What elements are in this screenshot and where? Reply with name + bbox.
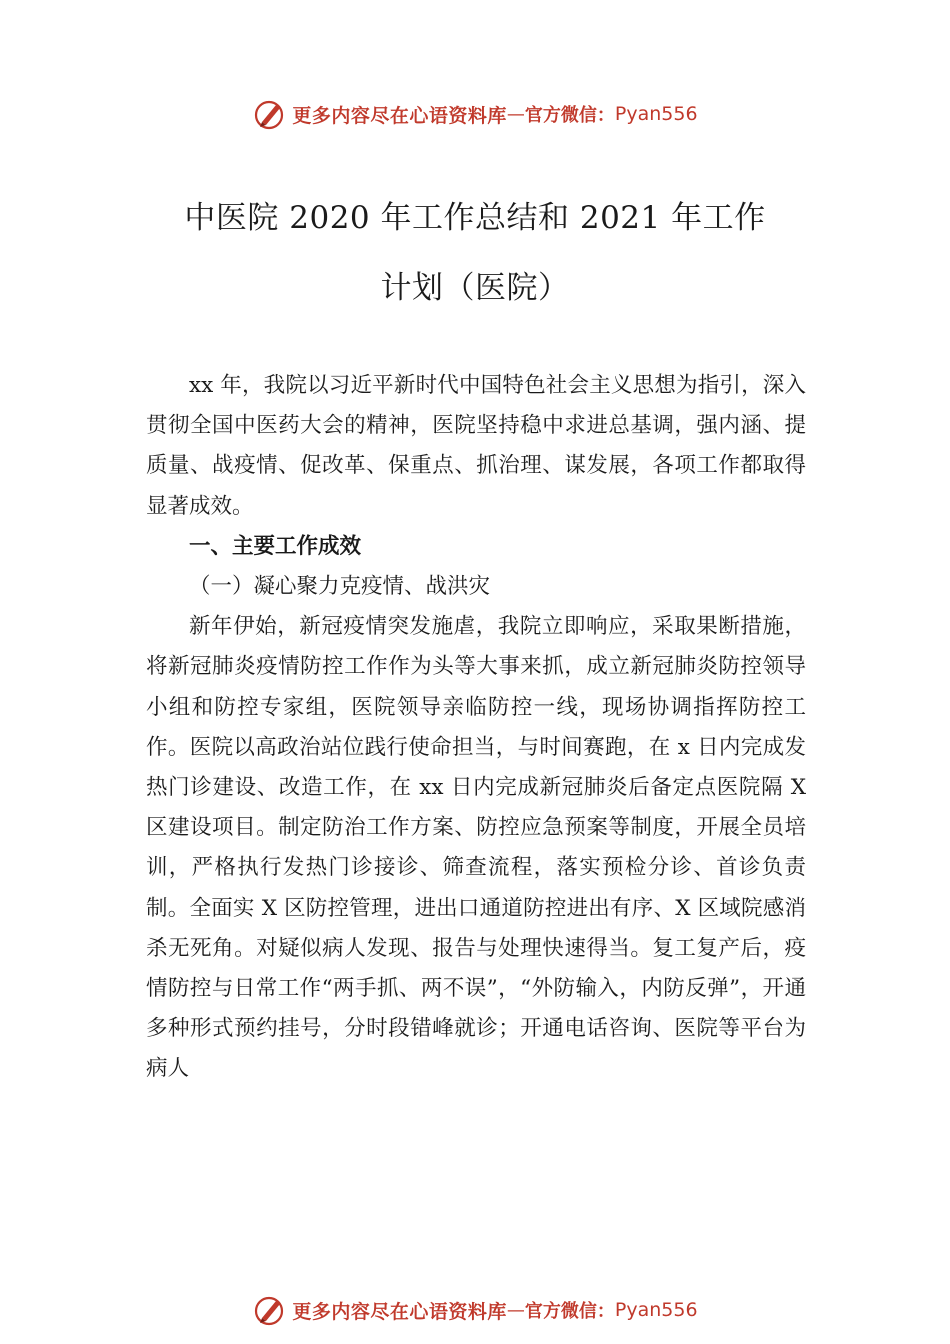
banner-main-text: 更多内容尽在心语资料库 (292, 1300, 507, 1323)
banner-wechat-label: 官方微信： (524, 105, 615, 126)
intro-paragraph: xx 年，我院以习近平新时代中国特色社会主义思想为指引，深入贯彻全国中医药大会的精神，医院坚持稳中求进总基调，强内涵、提质量、战疫情、促改革、保重点、抓治理、谋发展，各项工作都取得显著成效。 (146, 373, 806, 519)
pen-circle-icon (252, 96, 288, 132)
document-body (146, 366, 806, 1090)
body-paragraph: 新年伊始，新冠疫情突发施虐，我院立即响应，采取果断措施，将新冠肺炎疫情防控工作作为头等大事来抓，成立新冠肺炎防控领导小组和防控专家组，医院领导亲临防控一线，现场协调指挥防控工作。医院以高政治站位践行使命担当，与时间赛跑，在 x 日内完成发热门诊建设、改造工作，在 xx 日内完成新冠肺炎后备定点医院隔 X 区建设项目。制定防治工作方案、防控应急预案等制度，开展全员培训，严格执行发热门诊接诊、筛查流程，落实预检分诊、首诊负责制。全面实 X 区防控管理，进出口通道防控进出有序、X 区域院感消杀无死角。对疑似病人发现、报告与处理快速得当。复工复产后，疫情防控与日常工作“两手抓、两不误”，“外防输入，内防反弹”，开通多种形式预约挂号，分时段错峰就诊；开通电话咨询、医院等平台为病人 (146, 614, 806, 1082)
subsection-heading: （一）凝心聚力克疫情、战洪灾 (189, 574, 491, 600)
document-title-line1: 中医院 2020 年工作总结和 2021 年工作 (184, 200, 766, 236)
section-heading: 一、主要工作成效 (189, 533, 362, 559)
document-title-line2: 计划（医院） (380, 270, 570, 306)
pen-circle-icon (252, 1292, 288, 1328)
banner-dash: — (506, 1299, 525, 1321)
banner-dash: — (506, 103, 525, 125)
watermark-banner-bottom (0, 1290, 950, 1330)
watermark-banner-top (0, 94, 950, 134)
banner-main-text: 更多内容尽在心语资料库 (292, 104, 507, 127)
banner-wechat-label: 官方微信： (524, 1301, 615, 1322)
banner-wechat-id: Pyan556 (614, 103, 698, 125)
banner-wechat-id: Pyan556 (614, 1299, 698, 1321)
